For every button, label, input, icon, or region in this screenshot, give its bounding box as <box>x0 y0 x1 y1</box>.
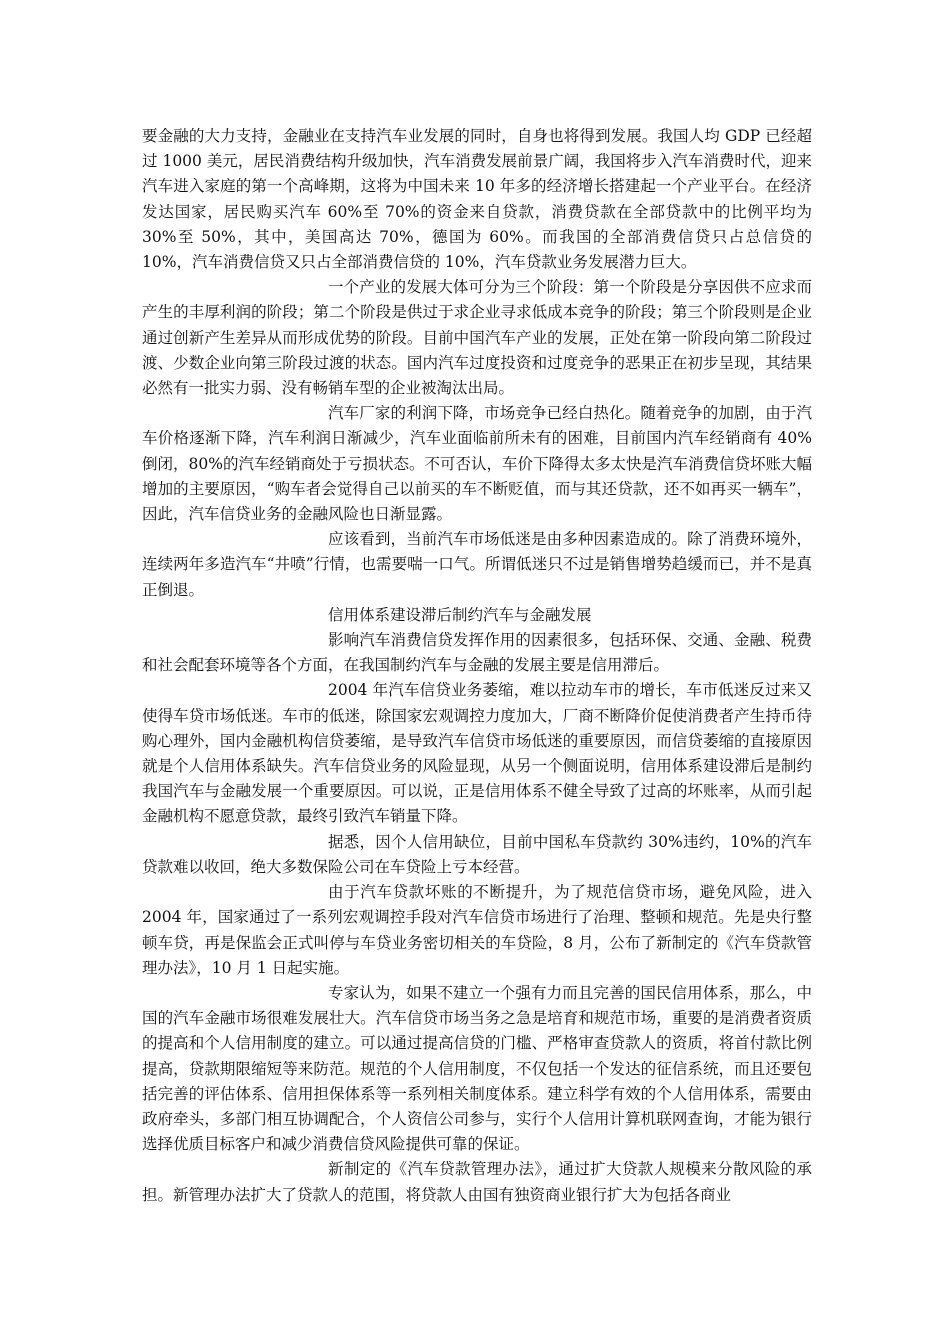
document-body <box>142 124 812 1208</box>
paragraph-profit-decline: 汽车厂家的利润下降，市场竞争已经白热化。随着竞争的加剧，由于汽车价格逐渐下降，汽车利润日渐减少，汽车业面临前所未有的困难，目前国内汽车经销商有 40%倒闭，80%的汽车经销商处于亏损状态。不可否认，车价下降得太多太快是汽车消费信贷坏账大幅增加的主要原因，“购车者会觉得自己以前买的车不断贬值，而与其还贷款，还不如再买一辆车”，因此，汽车信贷业务的金融风险也日渐显露。 <box>142 404 812 524</box>
paragraph-industry-stages: 一个产业的发展大体可分为三个阶段：第一个阶段是分享因供不应求而产生的丰厚利润的阶段；第二个阶段是供过于求企业寻求低成本竞争的阶段；第三个阶段则是企业通过创新产生差异从而形成优势的阶段。目前中国汽车产业的发展，正处在第一阶段向第二阶段过渡、少数企业向第三阶段过渡的状态。国内汽车过度投资和过度竞争的恶果正在初步呈现，其结果必然有一批实力弱、没有畅销车型的企业被淘汰出局。 <box>142 278 812 398</box>
section-heading-credit-system: 信用体系建设滞后制约汽车与金融发展 <box>328 605 592 624</box>
paragraph-gdp-consumer-credit: 要金融的大力支持，金融业在支持汽车业发展的同时，自身也将得到发展。我国人均 GDP 已经超过 1000 美元，居民消费结构升级加快，汽车消费发展前景广阔，我国将步入汽车消费时代，迎来汽车进入家庭的第一个高峰期，这将为中国未来 10 年多的经济增长搭建起一个产业平台。在经济发达国家，居民购买汽车 60%至 70%的资金来自贷款，消费贷款在全部贷款中的比例平均为 30%至 50%，其中，美国高达 70%，德国为 60%。而我国的全部消费信贷只占总信贷的 10%，汽车消费信贷又只占全部消费信贷的 10%，汽车贷款业务发展潜力巨大。 <box>142 127 812 272</box>
paragraph-market-slump: 应该看到，当前汽车市场低迷是由多种因素造成的。除了消费环境外，连续两年多造汽车“井喷”行情，也需要喘一口气。所谓低迷只不过是销售增势趋缓而已，并不是真正倒退。 <box>142 530 812 599</box>
paragraph-regulation: 由于汽车贷款坏账的不断提升，为了规范信贷市场，避免风险，进入 2004 年，国家通过了一系列宏观调控手段对汽车信贷市场进行了治理、整顿和规范。先是央行整顿车贷，再是保监会正式叫停与车贷业务密切相关的车贷险，8 月，公布了新制定的《汽车贷款管理办法》，10 月 1 日起实施。 <box>142 883 812 977</box>
paragraph-default-rate: 据悉，因个人信用缺位，目前中国私车贷款约 30%违约，10%的汽车贷款难以收回，绝大多数保险公司在车贷险上亏本经营。 <box>142 832 812 876</box>
paragraph-influencing-factors: 影响汽车消费信贷发挥作用的因素很多，包括环保、交通、金融、税费和社会配套环境等各个方面，在我国制约汽车与金融的发展主要是信用滞后。 <box>142 631 812 675</box>
paragraph-new-rules: 新制定的《汽车贷款管理办法》，通过扩大贷款人规模来分散风险的承担。新管理办法扩大了贷款人的范围，将贷款人由国有独资商业银行扩大为包括各商业 <box>142 1160 812 1204</box>
paragraph-expert-opinion: 专家认为，如果不建立一个强有力而且完善的国民信用体系，那么，中国的汽车金融市场很难发展壮大。汽车信贷市场当务之急是培育和规范市场，重要的是消费者资质的提高和个人信用制度的建立。可以通过提高信贷的门槛、严格审查贷款人的资质，将首付款比例提高，贷款期限缩短等来防范。规范的个人信用制度，不仅包括一个发达的征信系统，而且还要包括完善的评估体系、信用担保体系等一系列相关制度体系。建立科学有效的个人信用体系，需要由政府牵头，多部门相互协调配合，个人资信公司参与，实行个人信用计算机联网查询，才能为银行选择优质目标客户和减少消费信贷风险提供可靠的保证。 <box>142 983 812 1154</box>
paragraph-2004-credit-shrink: 2004 年汽车信贷业务萎缩，难以拉动车市的增长，车市低迷反过来又使得车贷市场低迷。车市的低迷，除国家宏观调控力度加大，厂商不断降价促使消费者产生持币待购心理外，国内金融机构信贷萎缩，是导致汽车信贷市场低迷的重要原因，而信贷萎缩的直接原因就是个人信用体系缺失。汽车信贷业务的风险显现，从另一个侧面说明，信用体系建设滞后是制约我国汽车与金融发展一个重要原因。可以说，正是信用体系不健全导致了过高的坏账率，从而引起金融机构不愿意贷款，最终引致汽车销量下降。 <box>142 681 812 826</box>
